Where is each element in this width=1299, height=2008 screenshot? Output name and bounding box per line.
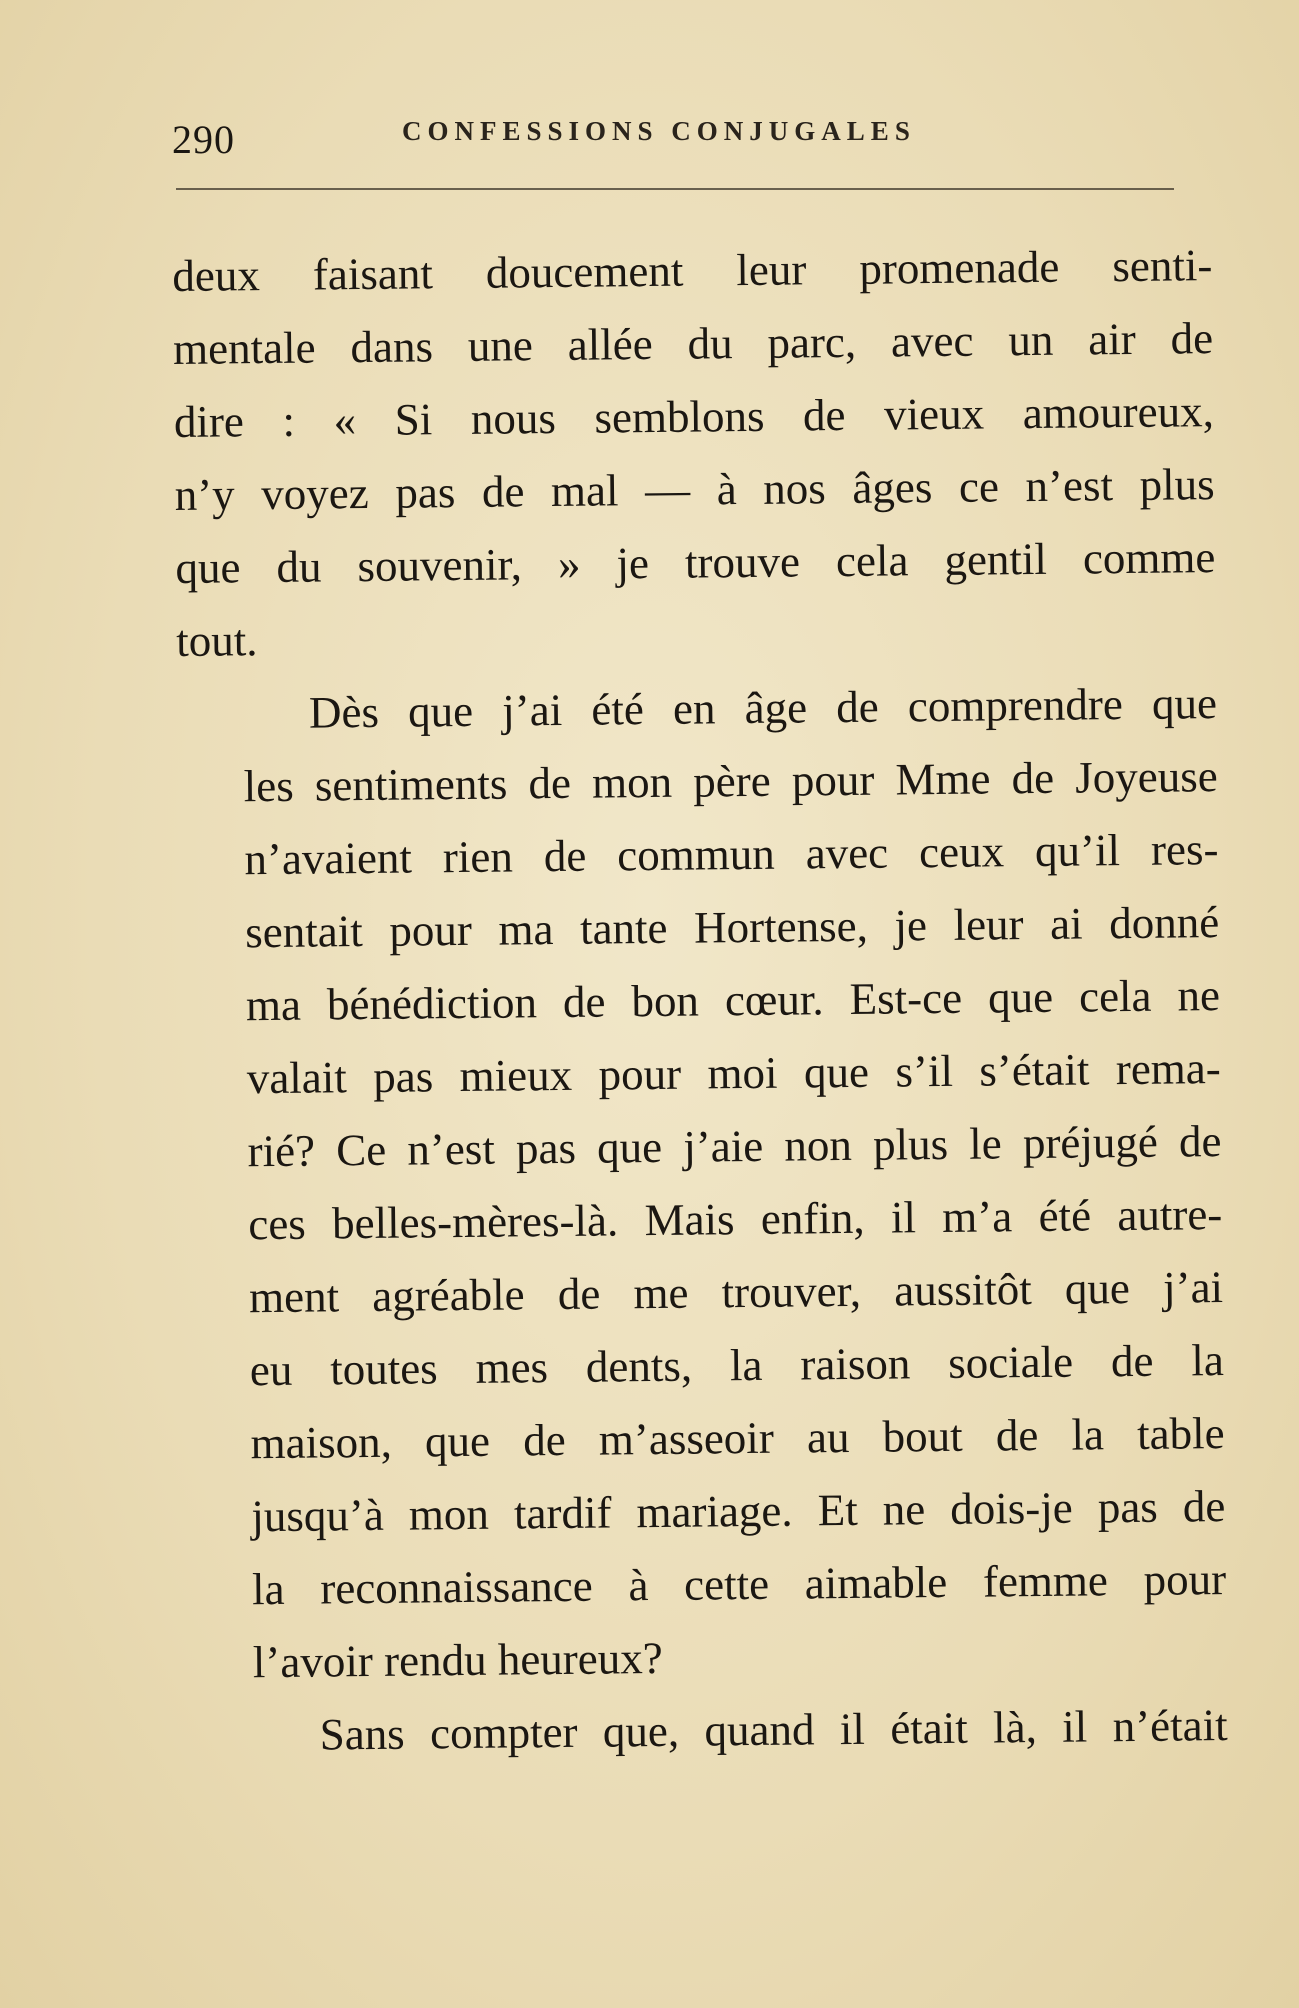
book-title: CONFESSIONS CONJUGALES <box>402 116 916 146</box>
paragraph-2 <box>177 667 1228 1700</box>
text-line: valait pas mieux pour moi que s’il s’était rema- <box>246 1043 1221 1104</box>
text-line: dire : « Si nous semblons de vieux amoureux, <box>173 386 1215 447</box>
paragraph-1 <box>172 229 1217 678</box>
text-line: n’y voyez pas de mal — à nos âges ce n’est plus <box>174 459 1215 520</box>
paragraph-3 <box>187 1689 1228 1773</box>
text-line: Dès que j’ai été en âge de comprendre que <box>308 678 1218 738</box>
text-line: Sans compter que, quand il était là, il n’était <box>319 1700 1228 1760</box>
page-number: 290 <box>172 117 235 162</box>
text-line: ces belles-mères-là. Mais enfin, il m’a été autre- <box>248 1189 1223 1250</box>
text-line: l’avoir rendu heureux? <box>252 1632 663 1688</box>
text-line: les sentiments de mon père pour Mme de Joyeuse <box>243 751 1218 812</box>
text-line: tout. <box>175 615 258 666</box>
text-line: rié? Ce n’est pas que j’aie non plus le préjugé de <box>247 1116 1222 1177</box>
text-line: n’avaient rien de commun avec ceux qu’il res- <box>244 824 1219 885</box>
text-line: sentait pour ma tante Hortense, je leur ai donné <box>244 897 1220 958</box>
text-line: que du souvenir, » je trouve cela gentil comme <box>175 532 1216 593</box>
text-line: la reconnaissance à cette aimable femme pour <box>251 1554 1227 1615</box>
text-line: ma bénédiction de bon cœur. Est-ce que cela ne <box>245 970 1221 1031</box>
body-text <box>172 229 1228 1773</box>
running-head <box>172 108 1172 168</box>
header-rule <box>176 188 1174 190</box>
text-line: mentale dans une allée du parc, avec un air de <box>172 313 1214 374</box>
text-line: jusqu’à mon tardif mariage. Et ne dois-je pas de <box>251 1481 1226 1542</box>
text-line: ment agréable de me trouver, aussitôt que j’ai <box>248 1262 1224 1323</box>
text-line: maison, que de m’asseoir au bout de la table <box>250 1408 1225 1469</box>
text-line: eu toutes mes dents, la raison sociale de la <box>249 1335 1225 1396</box>
text-line: deux faisant doucement leur promenade senti- <box>172 240 1213 301</box>
